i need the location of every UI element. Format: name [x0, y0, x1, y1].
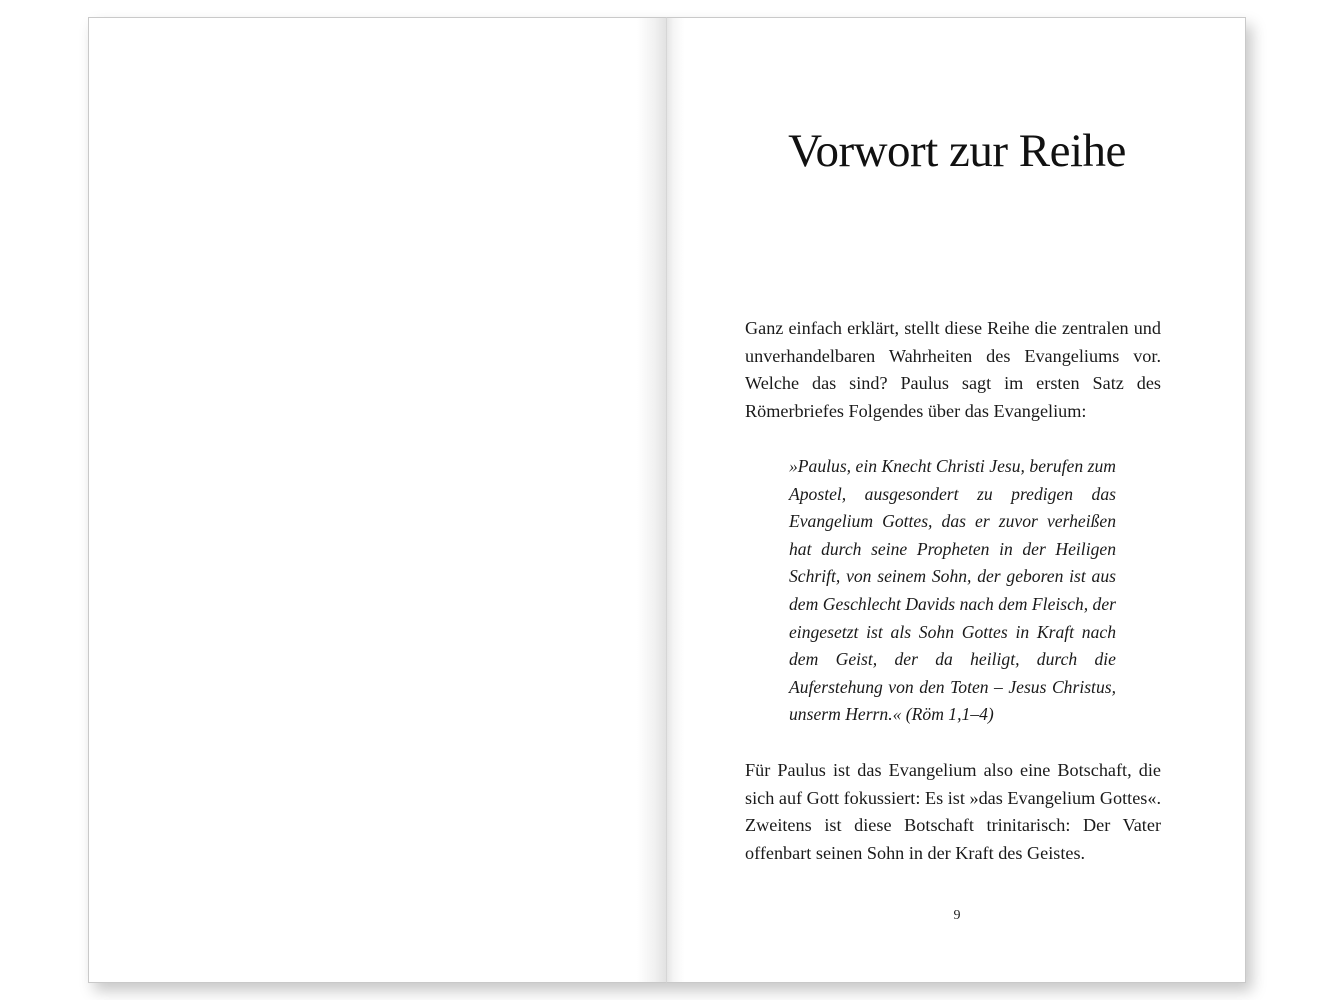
chapter-title: Vorwort zur Reihe — [788, 125, 1126, 177]
book-spread — [88, 17, 1246, 983]
second-paragraph: Für Paulus ist das Evangelium also eine Botschaft, die sich auf Gott fokussiert: Es ist »das Evangelium Gottes«. Zweitens ist diese Botschaft trinitarisch: Der Vater offenbart seinen Sohn in der Kraft des Geistes. — [745, 760, 1161, 863]
bible-quote: »Paulus, ein Knecht Christi Jesu, berufen zum Apostel, ausgesondert zu predigen das Evangelium Gottes, das er zuvor verheißen hat durch seine Propheten in der Heiligen Schrift, von seinem Sohn, der geboren ist aus dem Geschlecht Davids nach dem Fleisch, der eingesetzt ist als Sohn Gottes in Kraft nach dem Geist, der da heiligt, durch die Auferstehung von den Toten – Jesus Christus, unserm Herrn.« (Röm 1,1–4) — [789, 456, 1116, 725]
right-page — [666, 17, 1246, 983]
page-number: 9 — [953, 908, 961, 923]
left-page-blank — [88, 17, 666, 983]
intro-paragraph: Ganz einfach erklärt, stellt diese Reihe die zentralen und unverhandelbaren Wahrheiten des Evangeliums vor. Welche das sind? Paulus sagt im ersten Satz des Römerbriefes Folgendes über das Evangelium: — [745, 318, 1161, 421]
